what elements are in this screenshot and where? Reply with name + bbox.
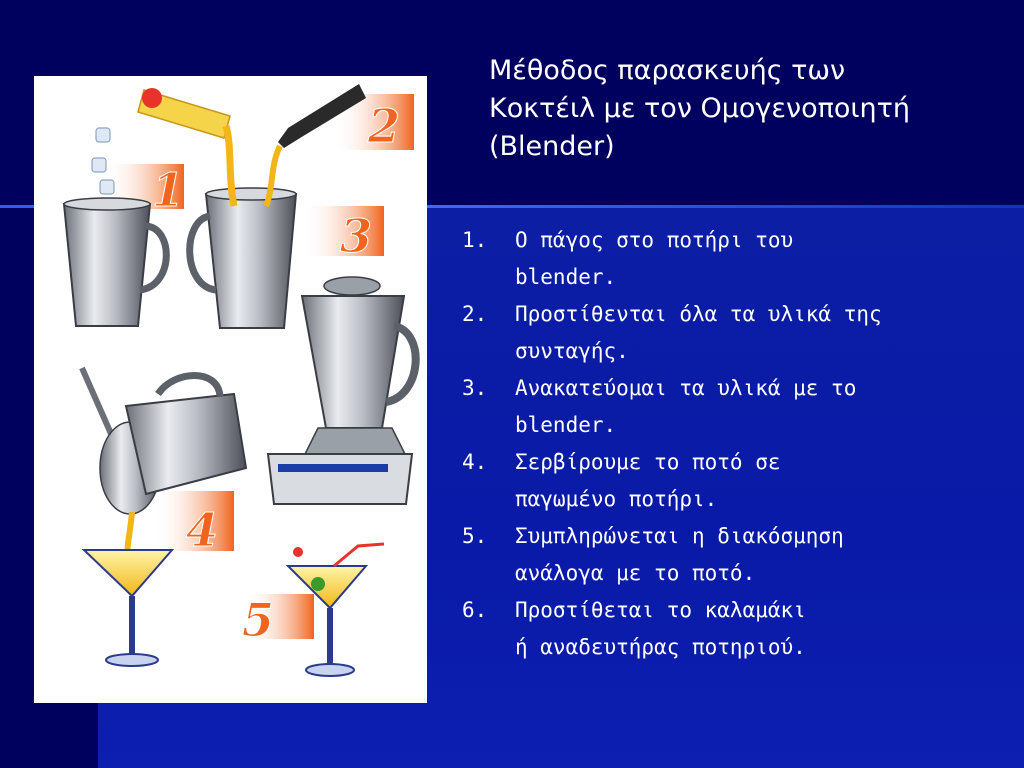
step-number: 5. bbox=[462, 524, 488, 548]
blender-icon bbox=[268, 277, 416, 504]
step-badge-5: 5 bbox=[242, 593, 275, 647]
cocktail-illustration bbox=[34, 76, 427, 703]
step-badge-2: 2 bbox=[368, 99, 401, 153]
list-item bbox=[462, 370, 1002, 444]
step-text: Σερβίρουμε το ποτό σε παγωμένο ποτήρι. bbox=[515, 450, 781, 511]
step-badge-1: 1 bbox=[152, 163, 185, 217]
step-text: Ο πάγος στο ποτήρι του blender. bbox=[515, 228, 794, 289]
step-text: Προστίθενται όλα τα υλικά της συνταγής. bbox=[515, 302, 882, 363]
list-item bbox=[462, 222, 1002, 296]
step-number: 1. bbox=[462, 228, 488, 252]
cocktail-glass-icon bbox=[84, 550, 172, 666]
step-number: 2. bbox=[462, 302, 488, 326]
list-item bbox=[462, 296, 1002, 370]
step-text: Προστίθεται το καλαμάκι ή αναδευτήρας ποτηριού. bbox=[515, 598, 806, 659]
step-badge-4: 4 bbox=[186, 503, 219, 557]
list-item bbox=[462, 444, 1002, 518]
step-number: 3. bbox=[462, 376, 488, 400]
step-text: Συμπληρώνεται η διακόσμηση ανάλογα με το ποτό. bbox=[515, 524, 844, 585]
pitcher-icon bbox=[64, 198, 166, 326]
list-item bbox=[462, 592, 1002, 666]
slide-title: Μέθοδος παρασκευής των Κοκτέιλ με τον Ομογενοποιητή (Blender) bbox=[489, 55, 910, 162]
illustration-canvas bbox=[34, 76, 427, 703]
steps-list bbox=[462, 222, 1002, 666]
step-text: Ανακατεύομαι τα υλικά με το blender. bbox=[515, 376, 857, 437]
list-item bbox=[462, 518, 1002, 592]
step-badge-3: 3 bbox=[340, 209, 373, 263]
step-number: 6. bbox=[462, 598, 488, 622]
step-number: 4. bbox=[462, 450, 488, 474]
